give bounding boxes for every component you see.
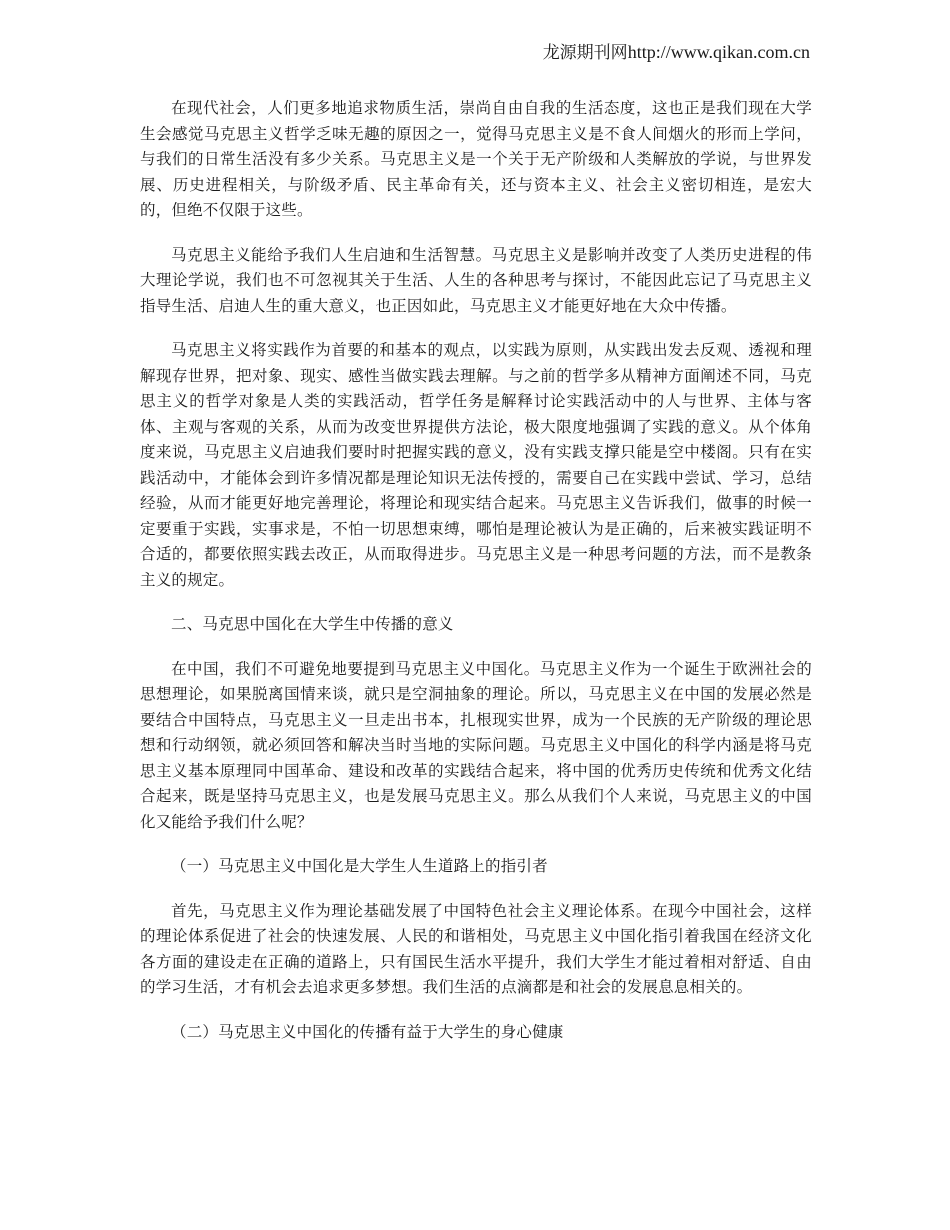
paragraph-5: 首先，马克思主义作为理论基础发展了中国特色社会主义理论体系。在现今中国社会，这样的理论体系促进了社会的快速发展、人民的和谐相处，马克思主义中国化指引着我国在经济文化各方面的建设走在正确的道路上，只有国民生活水平提升，我们大学生才能过着相对舒适、自由的学习生活，才有机会去追求更多梦想。我们生活的点滴都是和社会的发展息息相关的。 — [140, 901, 812, 996]
page-header — [543, 40, 810, 65]
subsection-heading-2: （二）马克思主义中国化的传播有益于大学生的身心健康 — [171, 1022, 564, 1041]
site-name: 龙源期刊网 — [542, 43, 628, 63]
paragraph-1: 在现代社会，人们更多地追求物质生活，崇尚自由自我的生活态度，这也正是我们现在大学生会感觉马克思主义哲学乏味无趣的原因之一，觉得马克思主义是不食人间烟火的形而上学问，与我们的日常生活没有多少关系。马克思主义是一个关于无产阶级和人类解放的学说，与世界发展、历史进程相关，与阶级矛盾、民主革命有关，还与资本主义、社会主义密切相连，是宏大的，但绝不仅限于这些。 — [140, 99, 812, 219]
article-body — [140, 96, 812, 1064]
section-heading-2: 二、马克思中国化在大学生中传播的意义 — [171, 615, 454, 633]
paragraph-4: 在中国，我们不可避免地要提到马克思主义中国化。马克思主义作为一个诞生于欧洲社会的思想理论，如果脱离国情来谈，就只是空洞抽象的理论。所以，马克思主义在中国的发展必然是要结合中国特点，马克思主义一旦走出书本，扎根现实世界，成为一个民族的无产阶级的理论思想和行动纲领，就必须回答和解决当时当地的实际问题。马克思主义中国化的科学内涵是将马克思主义基本原理同中国革命、建设和改革的实践结合起来，将中国的优秀历史传统和优秀文化结合起来，既是坚持马克思主义，也是发展马克思主义。那么从我们个人来说，马克思主义的中国化又能给予我们什么呢？ — [140, 659, 812, 831]
paragraph-2: 马克思主义能给予我们人生启迪和生活智慧。马克思主义是影响并改变了人类历史进程的伟大理论学说，我们也不可忽视其关于生活、人生的各种思考与探讨，不能因此忘记了马克思主义指导生活、启迪人生的重大意义，也正因如此，马克思主义才能更好地在大众中传播。 — [140, 245, 812, 315]
paragraph-3: 马克思主义将实践作为首要的和基本的观点，以实践为原则，从实践出发去反观、透视和理解现存世界，把对象、现实、感性当做实践去理解。与之前的哲学多从精神方面阐述不同，马克思主义的哲学对象是人类的实践活动，哲学任务是解释讨论实践活动中的人与世界、主体与客体、主观与客观的关系，从而为改变世界提供方法论，极大限度地强调了实践的意义。从个体角度来说，马克思主义启迪我们要时时把握实践的意义，没有实践支撑只能是空中楼阁。只有在实践活动中，才能体会到许多情况都是理论知识无法传授的，需要自己在实践中尝试、学习，总结经验，从而才能更好地完善理论，将理论和现实结合起来。马克思主义告诉我们，做事的时候一定要重于实践，实事求是，不怕一切思想束缚，哪怕是理论被认为是正确的，后来被实践证明不合适的，都要依照实践去改正，从而取得进步。马克思主义是一种思考问题的方法，而不是教条主义的规定。 — [140, 341, 812, 589]
site-url[interactable]: http://www.qikan.com.cn — [627, 42, 810, 62]
subsection-heading-1: （一）马克思主义中国化是大学生人生道路上的指引者 — [171, 857, 548, 875]
